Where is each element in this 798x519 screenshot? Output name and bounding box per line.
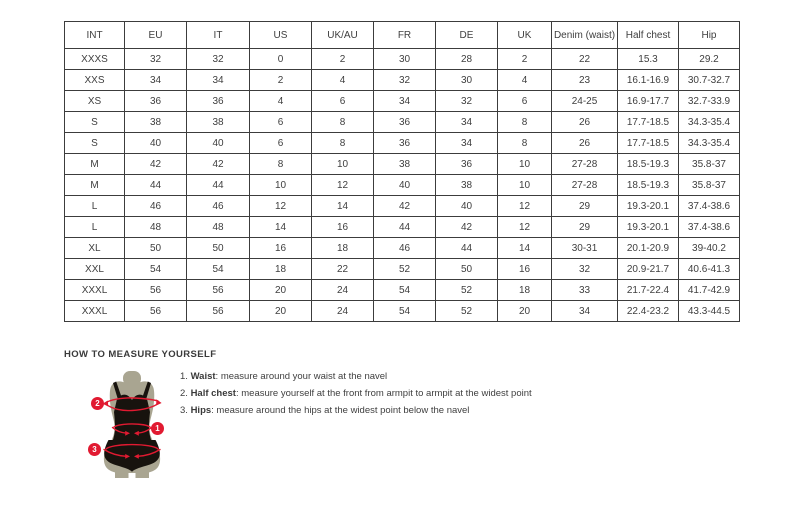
size-cell: 28	[436, 49, 498, 70]
size-cell: 6	[312, 91, 374, 112]
size-cell: 52	[374, 259, 436, 280]
size-cell: 34	[187, 70, 250, 91]
size-cell: 52	[436, 280, 498, 301]
size-cell: 38	[187, 112, 250, 133]
size-cell: 4	[498, 70, 552, 91]
size-cell: 42	[374, 196, 436, 217]
size-cell: 10	[498, 154, 552, 175]
size-cell: 34	[125, 70, 187, 91]
size-cell: 29	[552, 196, 618, 217]
size-cell: 18	[312, 238, 374, 259]
size-cell: 35.8-37	[679, 154, 740, 175]
column-header: US	[250, 22, 312, 49]
size-cell: 41.7-42.9	[679, 280, 740, 301]
size-cell: 36	[374, 112, 436, 133]
size-cell: 38	[125, 112, 187, 133]
size-cell: 6	[498, 91, 552, 112]
instruction-number: 2.	[180, 388, 191, 399]
size-row	[65, 280, 740, 301]
size-cell: 54	[374, 280, 436, 301]
instruction-label: Half chest	[190, 388, 236, 399]
column-header: INT	[65, 22, 125, 49]
size-cell: 44	[374, 217, 436, 238]
size-cell: 32.7-33.9	[679, 91, 740, 112]
size-cell: 26	[552, 112, 618, 133]
instruction-number: 3.	[180, 405, 191, 416]
waist-marker-badge: 1	[151, 422, 164, 435]
size-cell: 2	[250, 70, 312, 91]
size-cell: 24-25	[552, 91, 618, 112]
mannequin-illustration	[82, 370, 182, 485]
size-cell: 34.3-35.4	[679, 133, 740, 154]
size-cell: XXXS	[65, 49, 125, 70]
size-cell: 48	[187, 217, 250, 238]
instruction-label: Waist	[190, 371, 216, 382]
size-cell: 8	[498, 112, 552, 133]
size-cell: 30.7-32.7	[679, 70, 740, 91]
hips-marker-badge: 3	[88, 443, 101, 456]
size-cell: 50	[436, 259, 498, 280]
size-cell: 8	[312, 133, 374, 154]
size-cell: 18.5-19.3	[618, 175, 679, 196]
size-cell: 33	[552, 280, 618, 301]
size-cell: 16.9-17.7	[618, 91, 679, 112]
size-cell: 8	[312, 112, 374, 133]
column-header: FR	[374, 22, 436, 49]
size-cell: 56	[187, 280, 250, 301]
size-cell: XXXL	[65, 301, 125, 322]
size-cell: 54	[374, 301, 436, 322]
measure-instruction-item	[180, 388, 680, 400]
size-chart-table	[64, 21, 740, 322]
size-cell: 16.1-16.9	[618, 70, 679, 91]
size-row	[65, 196, 740, 217]
size-cell: 30	[436, 70, 498, 91]
size-cell: 34	[436, 112, 498, 133]
size-cell: 40	[374, 175, 436, 196]
instruction-text: : measure around the hips at the widest point below the navel	[211, 405, 470, 416]
column-header: Half chest	[618, 22, 679, 49]
size-cell: 38	[436, 175, 498, 196]
column-header: Denim (waist)	[552, 22, 618, 49]
column-header: Hip	[679, 22, 740, 49]
size-cell: 29	[552, 217, 618, 238]
size-cell: 10	[498, 175, 552, 196]
size-cell: 12	[250, 196, 312, 217]
size-cell: 2	[312, 49, 374, 70]
size-cell: 34	[374, 91, 436, 112]
size-cell: 46	[187, 196, 250, 217]
size-cell: 54	[187, 259, 250, 280]
size-cell: S	[65, 112, 125, 133]
size-cell: 17.7-18.5	[618, 133, 679, 154]
size-cell: 56	[125, 280, 187, 301]
size-cell: 10	[250, 175, 312, 196]
size-cell: 6	[250, 133, 312, 154]
instruction-number: 1.	[180, 371, 191, 382]
size-cell: 22	[312, 259, 374, 280]
size-cell: 34	[552, 301, 618, 322]
size-cell: 52	[436, 301, 498, 322]
size-cell: 37.4-38.6	[679, 196, 740, 217]
measure-instructions-list	[180, 371, 680, 422]
size-cell: 36	[125, 91, 187, 112]
size-cell: 16	[250, 238, 312, 259]
size-row	[65, 175, 740, 196]
size-cell: 39-40.2	[679, 238, 740, 259]
size-cell: 40	[125, 133, 187, 154]
instruction-text: : measure around your waist at the navel	[215, 371, 388, 382]
instruction-text: : measure yourself at the front from armpit to armpit at the widest point	[235, 388, 532, 399]
size-cell: 32	[125, 49, 187, 70]
size-cell: XL	[65, 238, 125, 259]
size-cell: 12	[498, 196, 552, 217]
size-cell: 14	[312, 196, 374, 217]
size-cell: 36	[374, 133, 436, 154]
size-cell: 32	[436, 91, 498, 112]
size-cell: 32	[552, 259, 618, 280]
size-cell: 4	[312, 70, 374, 91]
size-cell: M	[65, 154, 125, 175]
size-chart-body	[65, 49, 740, 322]
size-cell: 37.4-38.6	[679, 217, 740, 238]
size-cell: 12	[498, 217, 552, 238]
size-row	[65, 49, 740, 70]
size-cell: 32	[187, 49, 250, 70]
size-cell: 44	[187, 175, 250, 196]
size-cell: 18.5-19.3	[618, 154, 679, 175]
column-header: EU	[125, 22, 187, 49]
size-cell: 18	[250, 259, 312, 280]
size-chart-header-row	[65, 22, 740, 49]
size-cell: 42	[125, 154, 187, 175]
size-cell: 27-28	[552, 154, 618, 175]
measurement-figure	[82, 370, 182, 485]
size-cell: 50	[125, 238, 187, 259]
column-header: IT	[187, 22, 250, 49]
size-cell: 46	[374, 238, 436, 259]
size-cell: 34	[436, 133, 498, 154]
size-cell: XXS	[65, 70, 125, 91]
size-cell: 38	[374, 154, 436, 175]
instruction-label: Hips	[190, 405, 212, 416]
size-cell: 24	[312, 301, 374, 322]
size-cell: S	[65, 133, 125, 154]
size-cell: 20.9-21.7	[618, 259, 679, 280]
size-cell: 20.1-20.9	[618, 238, 679, 259]
size-cell: 48	[125, 217, 187, 238]
size-cell: XXL	[65, 259, 125, 280]
size-cell: 42	[187, 154, 250, 175]
column-header: DE	[436, 22, 498, 49]
size-cell: 56	[125, 301, 187, 322]
size-cell: 12	[312, 175, 374, 196]
size-row	[65, 301, 740, 322]
size-row	[65, 238, 740, 259]
size-cell: 35.8-37	[679, 175, 740, 196]
size-cell: 24	[312, 280, 374, 301]
size-cell: 44	[436, 238, 498, 259]
size-cell: 44	[125, 175, 187, 196]
size-cell: 43.3-44.5	[679, 301, 740, 322]
size-cell: 17.7-18.5	[618, 112, 679, 133]
size-cell: 50	[187, 238, 250, 259]
size-cell: 16	[498, 259, 552, 280]
size-cell: 4	[250, 91, 312, 112]
size-cell: 18	[498, 280, 552, 301]
size-cell: 32	[374, 70, 436, 91]
size-cell: 30-31	[552, 238, 618, 259]
size-cell: 34.3-35.4	[679, 112, 740, 133]
column-header: UK	[498, 22, 552, 49]
size-cell: 30	[374, 49, 436, 70]
size-cell: 10	[312, 154, 374, 175]
size-row	[65, 112, 740, 133]
size-cell: 20	[250, 301, 312, 322]
size-cell: 54	[125, 259, 187, 280]
size-cell: 22	[552, 49, 618, 70]
size-cell: L	[65, 217, 125, 238]
size-cell: 14	[250, 217, 312, 238]
size-cell: 20	[498, 301, 552, 322]
size-cell: 40	[187, 133, 250, 154]
size-cell: 22.4-23.2	[618, 301, 679, 322]
size-row	[65, 70, 740, 91]
size-cell: 20	[250, 280, 312, 301]
size-row	[65, 154, 740, 175]
size-cell: 16	[312, 217, 374, 238]
size-cell: 8	[250, 154, 312, 175]
measure-instruction-item	[180, 405, 680, 417]
size-cell: L	[65, 196, 125, 217]
size-cell: 15.3	[618, 49, 679, 70]
size-cell: XXXL	[65, 280, 125, 301]
size-cell: 36	[187, 91, 250, 112]
size-cell: 42	[436, 217, 498, 238]
size-row	[65, 91, 740, 112]
size-cell: 19.3-20.1	[618, 196, 679, 217]
size-row	[65, 133, 740, 154]
column-header: UK/AU	[312, 22, 374, 49]
size-cell: 0	[250, 49, 312, 70]
measure-guide-heading: HOW TO MEASURE YOURSELF	[64, 349, 217, 360]
size-cell: 27-28	[552, 175, 618, 196]
size-cell: 2	[498, 49, 552, 70]
size-cell: 6	[250, 112, 312, 133]
size-cell: M	[65, 175, 125, 196]
size-cell: 19.3-20.1	[618, 217, 679, 238]
size-cell: 21.7-22.4	[618, 280, 679, 301]
size-row	[65, 259, 740, 280]
size-cell: 14	[498, 238, 552, 259]
size-cell: XS	[65, 91, 125, 112]
size-cell: 8	[498, 133, 552, 154]
size-cell: 29.2	[679, 49, 740, 70]
size-cell: 26	[552, 133, 618, 154]
size-cell: 40	[436, 196, 498, 217]
half-chest-marker-badge: 2	[91, 397, 104, 410]
size-cell: 56	[187, 301, 250, 322]
measure-instruction-item	[180, 371, 680, 383]
size-cell: 40.6-41.3	[679, 259, 740, 280]
size-cell: 23	[552, 70, 618, 91]
size-row	[65, 217, 740, 238]
size-cell: 36	[436, 154, 498, 175]
size-cell: 46	[125, 196, 187, 217]
